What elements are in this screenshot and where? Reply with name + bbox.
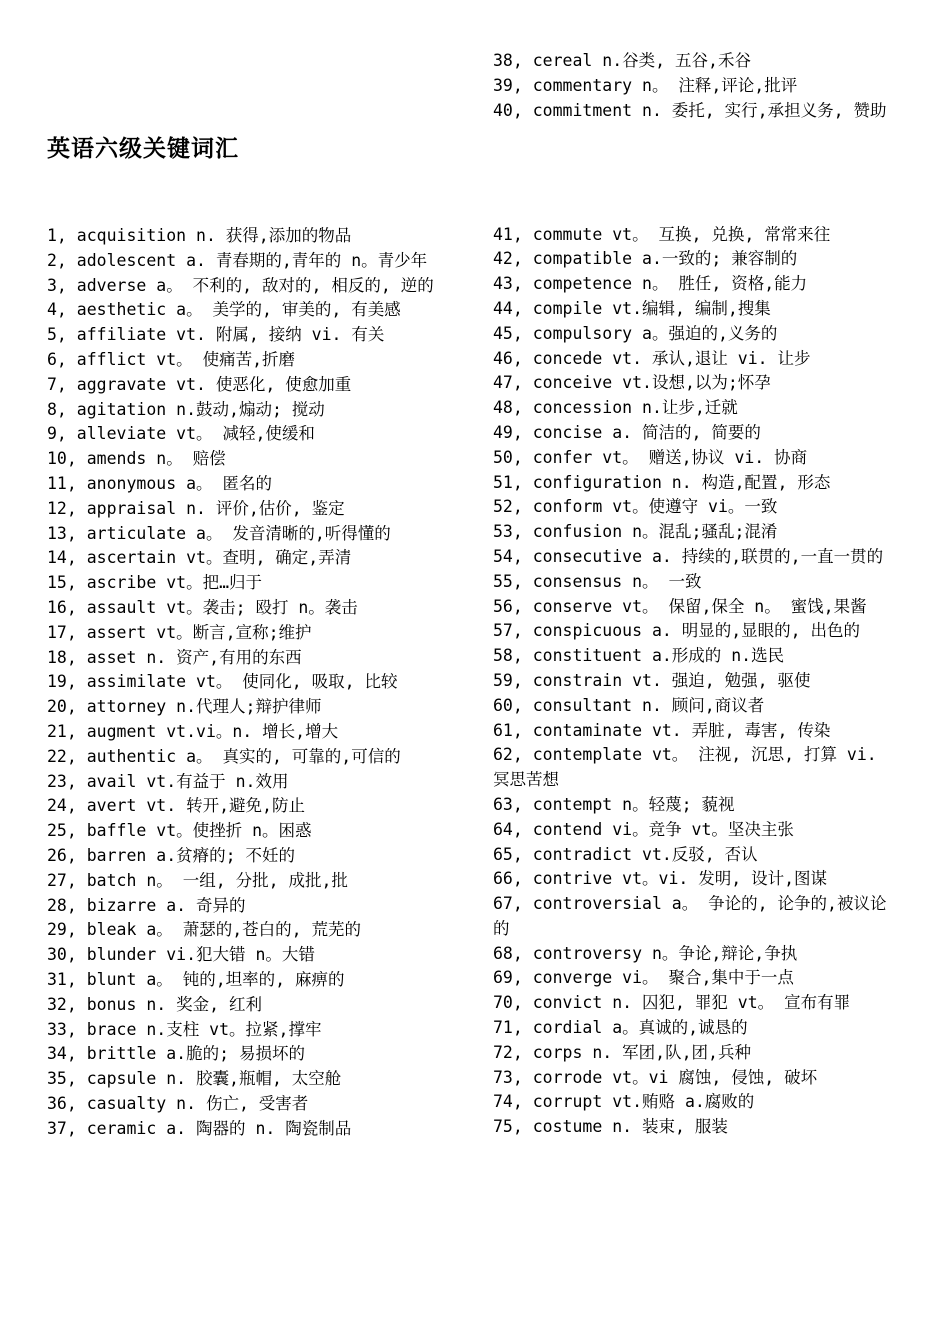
vocab-entry: 45, compulsory a。强迫的,义务的	[493, 323, 778, 343]
vocab-entry: 33, brace n.支柱 vt。拉紧,撑牢	[47, 1019, 322, 1039]
vocab-entry: 39, commentary n。 注释,评论,批评	[493, 75, 798, 95]
vocab-entry: 36, casualty n. 伤亡, 受害者	[47, 1093, 309, 1113]
vocab-entry: 4, aesthetic a。 美学的, 审美的, 有美感	[47, 300, 401, 320]
vocab-entry: 14, ascertain vt。查明, 确定,弄清	[47, 548, 352, 568]
vocab-entry: 71, cordial a。真诚的,诚恳的	[493, 1018, 748, 1038]
vocab-entry: 56, conserve vt。 保留,保全 n。 蜜饯,果酱	[493, 596, 867, 616]
vocab-entry: 10, amends n。 赔偿	[47, 449, 226, 469]
vocab-column-right	[493, 49, 898, 1140]
vocab-entry: 52, conform vt。使遵守 vi。一致	[493, 497, 778, 517]
vocab-entry: 69, converge vi。 聚合,集中于一点	[493, 968, 794, 988]
vocab-entry: 66, contrive vt。vi. 发明, 设计,图谋	[493, 869, 828, 889]
vocab-entry: 26, barren a.贫瘠的; 不妊的	[47, 845, 296, 865]
vocab-entry: 74, corrupt vt.贿赂 a.腐败的	[493, 1092, 755, 1112]
vocab-entry: 15, ascribe vt。把…归于	[47, 573, 263, 593]
vocab-entry: 27, batch n。 一组, 分批, 成批,批	[47, 870, 348, 890]
vocab-entry: 55, consensus n。 一致	[493, 571, 702, 591]
vocab-entry: 60, consultant n. 顾问,商议者	[493, 695, 765, 715]
vocab-entry: 16, assault vt。袭击; 殴打 n。袭击	[47, 597, 358, 617]
vocab-entry: 73, corrode vt。vi 腐蚀, 侵蚀, 破坏	[493, 1067, 818, 1087]
vocab-entry: 44, compile vt.编辑, 编制,搜集	[493, 298, 771, 318]
vocab-entry: 63, contempt n。轻蔑; 藐视	[493, 794, 735, 814]
vocab-entry: 1, acquisition n. 获得,添加的物品	[47, 226, 352, 245]
vocab-entry: 31, blunt a。 钝的,坦率的, 麻痹的	[47, 969, 345, 989]
vocab-entry: 8, agitation n.鼓动,煽动; 搅动	[47, 399, 325, 419]
vocab-entry: 34, brittle a.脆的; 易损坏的	[47, 1044, 305, 1064]
vocab-entry: 37, ceramic a. 陶器的 n. 陶瓷制品	[47, 1118, 352, 1138]
vocab-entry: 72, corps n. 军团,队,团,兵种	[493, 1042, 751, 1062]
vocab-entry: 35, capsule n. 胶囊,瓶帽, 太空舱	[47, 1069, 342, 1089]
vocab-group-top	[493, 49, 898, 123]
vocab-entry: 59, constrain vt. 强迫, 勉强, 驱使	[493, 670, 811, 690]
vocab-entry: 41, commute vt。 互换, 兑换, 常常来往	[493, 224, 831, 244]
vocab-entry: 68, controversy n。争论,辩论,争执	[493, 943, 798, 963]
vocab-entry: 24, avert vt. 转开,避免,防止	[47, 796, 305, 816]
vocab-entry: 47, conceive vt.设想,以为;怀孕	[493, 373, 771, 393]
vocab-entry: 23, avail vt.有益于 n.效用	[47, 771, 289, 791]
vocab-entry: 42, compatible a.一致的; 兼容制的	[493, 249, 798, 269]
vocab-entry: 11, anonymous a。 匿名的	[47, 473, 272, 493]
vocab-entry: 32, bonus n. 奖金, 红利	[47, 994, 263, 1014]
vocab-entry: 49, concise a. 简洁的, 简要的	[493, 422, 761, 442]
vocab-entry: 21, augment vt.vi。n. 增长,增大	[47, 721, 339, 741]
vocab-entry: 20, attorney n.代理人;辩护律师	[47, 697, 322, 717]
vocab-entry: 6, afflict vt。 使痛苦,折磨	[47, 349, 296, 369]
vocab-entry: 17, assert vt。断言,宣称;维护	[47, 622, 312, 642]
vocab-entry: 12, appraisal n. 评价,估价, 鉴定	[47, 498, 345, 518]
vocab-entry: 46, concede vt. 承认,退让 vi. 让步	[493, 348, 811, 368]
vocab-entry: 58, constituent a.形成的 n.选民	[493, 646, 785, 666]
vocab-entry: 64, contend vi。竞争 vt。坚决主张	[493, 819, 794, 839]
vocab-entry: 38, cereal n.谷类, 五谷,禾谷	[493, 51, 751, 70]
vocab-entry: 22, authentic a。 真实的, 可靠的,可信的	[47, 746, 401, 766]
column-gap	[493, 123, 898, 222]
document-title: 英语六级关键词汇	[47, 136, 239, 162]
vocab-entry: 2, adolescent a. 青春期的,青年的 n。青少年	[47, 250, 428, 270]
vocab-entry: 9, alleviate vt。 减轻,使缓和	[47, 424, 315, 444]
vocab-entry: 19, assimilate vt。 使同化, 吸取, 比较	[47, 672, 398, 692]
vocab-entry: 53, confusion n。混乱;骚乱;混淆	[493, 522, 778, 542]
vocab-entry: 54, consecutive a. 持续的,联贯的,一直一贯的	[493, 546, 884, 566]
vocab-entry: 51, configuration n. 构造,配置, 形态	[493, 472, 831, 492]
vocab-entry: 3, adverse a。 不利的, 敌对的, 相反的, 逆的	[47, 275, 434, 295]
vocab-entry: 75, costume n. 装束, 服装	[493, 1117, 728, 1137]
vocab-entry: 28, bizarre a. 奇异的	[47, 895, 246, 915]
vocab-entry: 30, blunder vi.犯大错 n。大错	[47, 945, 315, 965]
vocab-entry: 13, articulate a。 发音清晰的,听得懂的	[47, 523, 391, 543]
vocab-entry: 67, controversial a。 争论的, 论争的,被议论的	[493, 894, 887, 938]
vocab-entry: 61, contaminate vt. 弄脏, 毒害, 传染	[493, 720, 831, 740]
vocab-group-main	[493, 223, 898, 1140]
vocab-column-left	[47, 224, 452, 1141]
vocab-entry: 70, convict n. 囚犯, 罪犯 vt。 宣布有罪	[493, 993, 851, 1013]
vocab-entry: 43, competence n。 胜任, 资格,能力	[493, 274, 808, 294]
vocab-entry: 57, conspicuous a. 明显的,显眼的, 出色的	[493, 621, 861, 641]
vocab-entry: 5, affiliate vt. 附属, 接纳 vi. 有关	[47, 325, 385, 345]
vocab-entry: 40, commitment n. 委托, 实行,承担义务, 赞助	[493, 100, 887, 120]
vocab-entry: 62, contemplate vt。 注视, 沉思, 打算 vi. 冥思苦想	[493, 745, 877, 790]
vocab-entry: 50, confer vt。 赠送,协议 vi. 协商	[493, 447, 808, 467]
vocab-entry: 18, asset n. 资产,有用的东西	[47, 647, 302, 667]
vocab-entry: 25, baffle vt。使挫折 n。困惑	[47, 821, 312, 841]
vocab-entry: 65, contradict vt.反驳, 否认	[493, 844, 758, 864]
vocab-entry: 7, aggravate vt. 使恶化, 使愈加重	[47, 374, 352, 394]
vocab-entry: 29, bleak a。 萧瑟的,苍白的, 荒芜的	[47, 920, 362, 940]
vocab-entry: 48, concession n.让步,迁就	[493, 398, 738, 418]
